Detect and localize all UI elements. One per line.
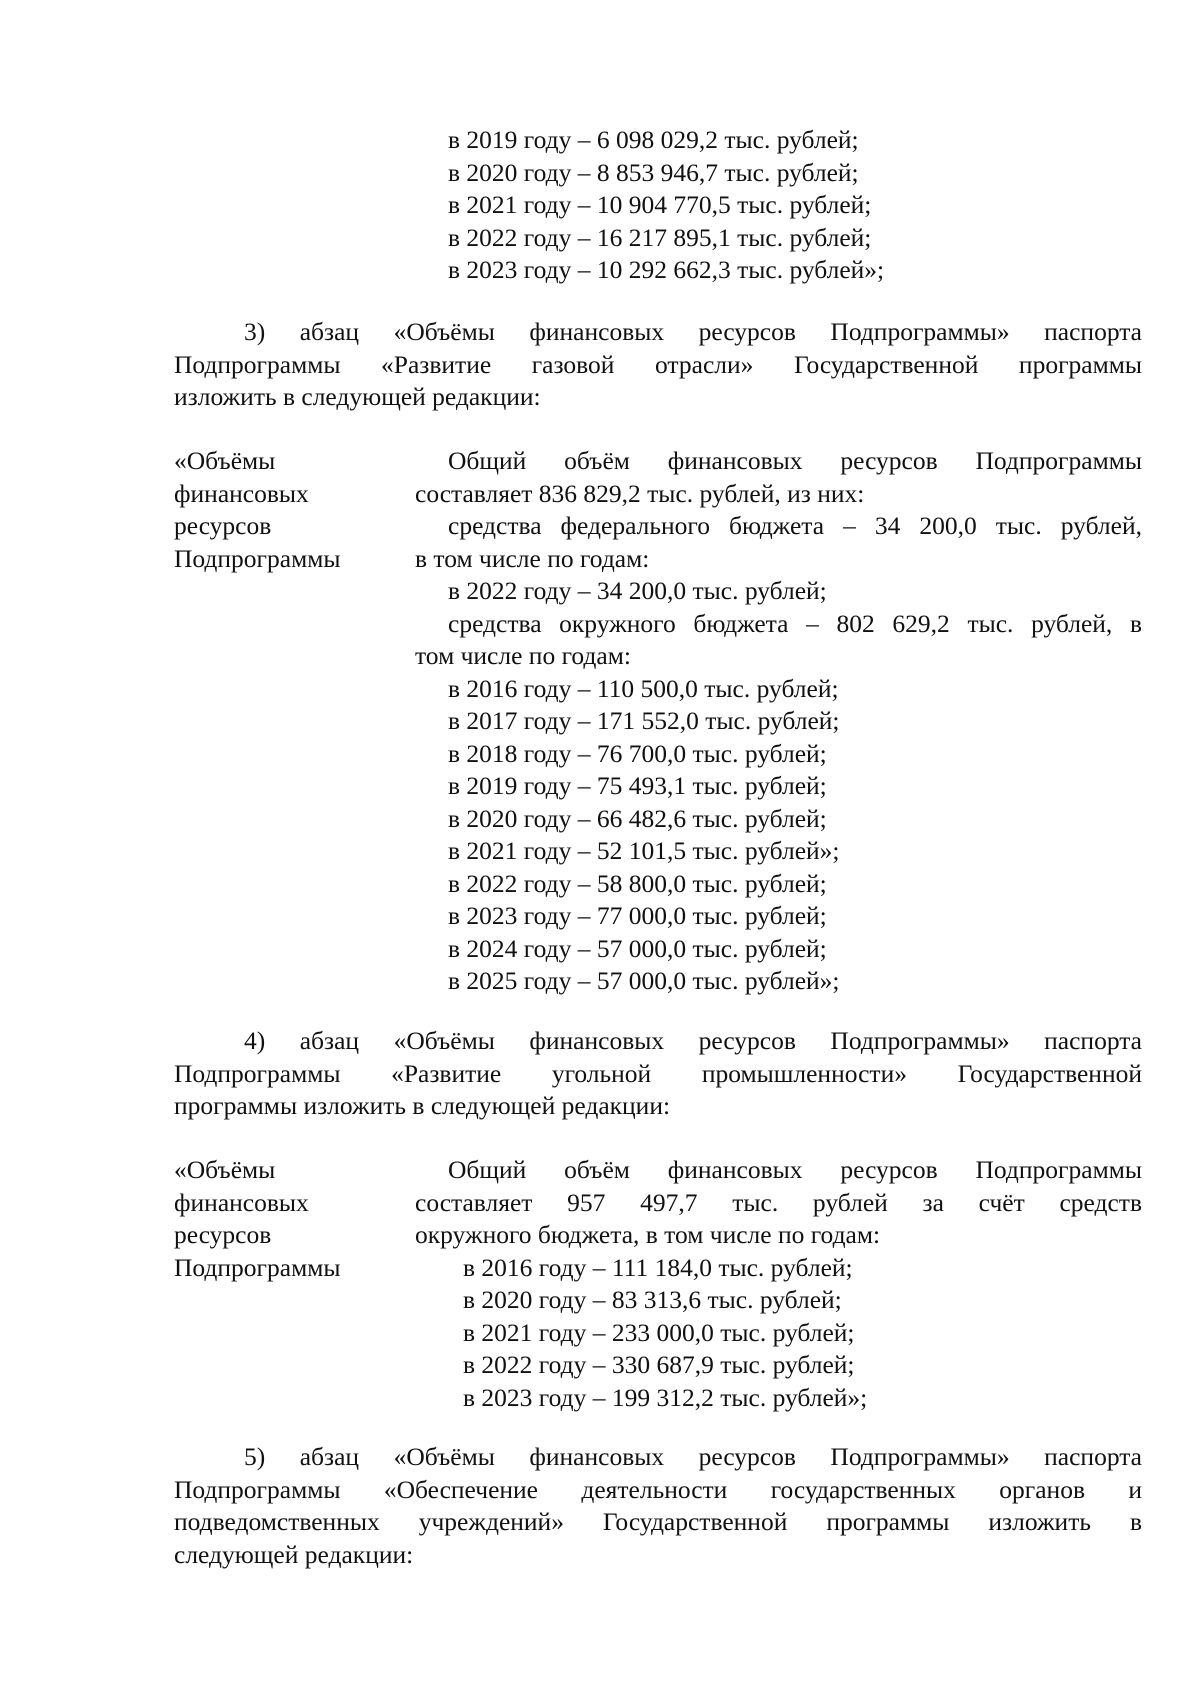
- paragraph-line: подведомственных учреждений» Государственной программы изложить в: [174, 1507, 1142, 1536]
- content-line: в 2017 году – 171 552,0 тыс. рублей;: [448, 706, 840, 735]
- label-line: Подпрограммы: [174, 1252, 341, 1282]
- content-line: в 2021 году – 233 000,0 тыс. рублей;: [463, 1317, 855, 1347]
- content-line: в 2020 году – 83 313,6 тыс. рублей;: [463, 1285, 842, 1314]
- content-line: том числе по годам:: [415, 641, 631, 670]
- block2-content: [415, 1154, 1142, 1414]
- content-line: в 2021 году – 52 101,5 тыс. рублей»;: [448, 836, 840, 865]
- content-line: составляет 957 497,7 тыс. рублей за счёт средств: [415, 1187, 1142, 1217]
- content-line: в 2022 году – 34 200,0 тыс. рублей;: [448, 576, 827, 605]
- content-line: в 2023 году – 199 312,2 тыс. рублей»;: [463, 1382, 868, 1412]
- list-item: в 2023 году – 10 292 662,3 тыс. рублей»;: [448, 255, 885, 284]
- paragraph-4: [174, 1025, 1142, 1123]
- paragraph-line: Подпрограммы «Развитие угольной промышленности» Государственной: [174, 1058, 1142, 1088]
- block1-content: [415, 445, 1142, 998]
- paragraph-line: Подпрограммы «Развитие газовой отрасли» Государственной программы: [174, 349, 1142, 379]
- content-line: средства окружного бюджета – 802 629,2 тыс. рублей, в: [448, 608, 1142, 638]
- block2-label: [174, 1154, 404, 1284]
- paragraph-3: [174, 316, 1142, 414]
- content-line: составляет 836 829,2 тыс. рублей, из них:: [415, 478, 865, 508]
- label-line: «Объёмы: [174, 446, 276, 475]
- paragraph-line: 4) абзац «Объёмы финансовых ресурсов Подпрограммы» паспорта: [244, 1026, 1142, 1055]
- content-line: Общий объём финансовых ресурсов Подпрограммы: [448, 446, 1142, 475]
- label-line: финансовых: [174, 478, 309, 508]
- paragraph-line: изложить в следующей редакции:: [174, 382, 541, 411]
- content-line: окружного бюджета, в том числе по годам:: [415, 1220, 881, 1249]
- content-line: в 2022 году – 330 687,9 тыс. рублей;: [463, 1350, 855, 1379]
- label-line: «Объёмы: [174, 1155, 276, 1184]
- paragraph-line: следующей редакции:: [174, 1539, 414, 1569]
- content-line: в 2018 году – 76 700,0 тыс. рублей;: [448, 738, 827, 768]
- content-line: в 2025 году – 57 000,0 тыс. рублей»;: [448, 966, 840, 995]
- content-line: в том числе по годам:: [415, 543, 650, 573]
- paragraph-line: программы изложить в следующей редакции:: [174, 1091, 671, 1120]
- list-item: в 2019 году – 6 098 029,2 тыс. рублей;: [448, 125, 859, 154]
- label-line: финансовых: [174, 1187, 309, 1217]
- content-line: в 2023 году – 77 000,0 тыс. рублей;: [448, 901, 827, 930]
- list-item: в 2021 году – 10 904 770,5 тыс. рублей;: [448, 190, 872, 219]
- label-line: ресурсов: [174, 1220, 272, 1249]
- content-line: в 2020 году – 66 482,6 тыс. рублей;: [448, 803, 827, 833]
- label-line: ресурсов: [174, 511, 272, 540]
- content-line: в 2024 году – 57 000,0 тыс. рублей;: [448, 933, 827, 963]
- content-line: средства федерального бюджета – 34 200,0 тыс. рублей,: [448, 511, 1142, 540]
- content-line: в 2022 году – 58 800,0 тыс. рублей;: [448, 868, 827, 898]
- content-line: в 2016 году – 110 500,0 тыс. рублей;: [448, 673, 839, 703]
- content-line: в 2016 году – 111 184,0 тыс. рублей;: [463, 1252, 853, 1282]
- block1-label: [174, 445, 404, 575]
- paragraph-line: 5) абзац «Объёмы финансовых ресурсов Подпрограммы» паспорта: [244, 1442, 1142, 1471]
- paragraph-line: Подпрограммы «Обеспечение деятельности государственных органов и: [174, 1474, 1142, 1504]
- paragraph-5: [174, 1441, 1142, 1571]
- content-line: в 2019 году – 75 493,1 тыс. рублей;: [448, 771, 827, 800]
- list-item: в 2020 году – 8 853 946,7 тыс. рублей;: [448, 157, 859, 187]
- list-item: в 2022 году – 16 217 895,1 тыс. рублей;: [448, 222, 872, 252]
- content-line: Общий объём финансовых ресурсов Подпрограммы: [448, 1155, 1142, 1184]
- label-line: Подпрограммы: [174, 543, 341, 573]
- paragraph-line: 3) абзац «Объёмы финансовых ресурсов Подпрограммы» паспорта: [244, 317, 1142, 346]
- top-year-list: [448, 124, 884, 287]
